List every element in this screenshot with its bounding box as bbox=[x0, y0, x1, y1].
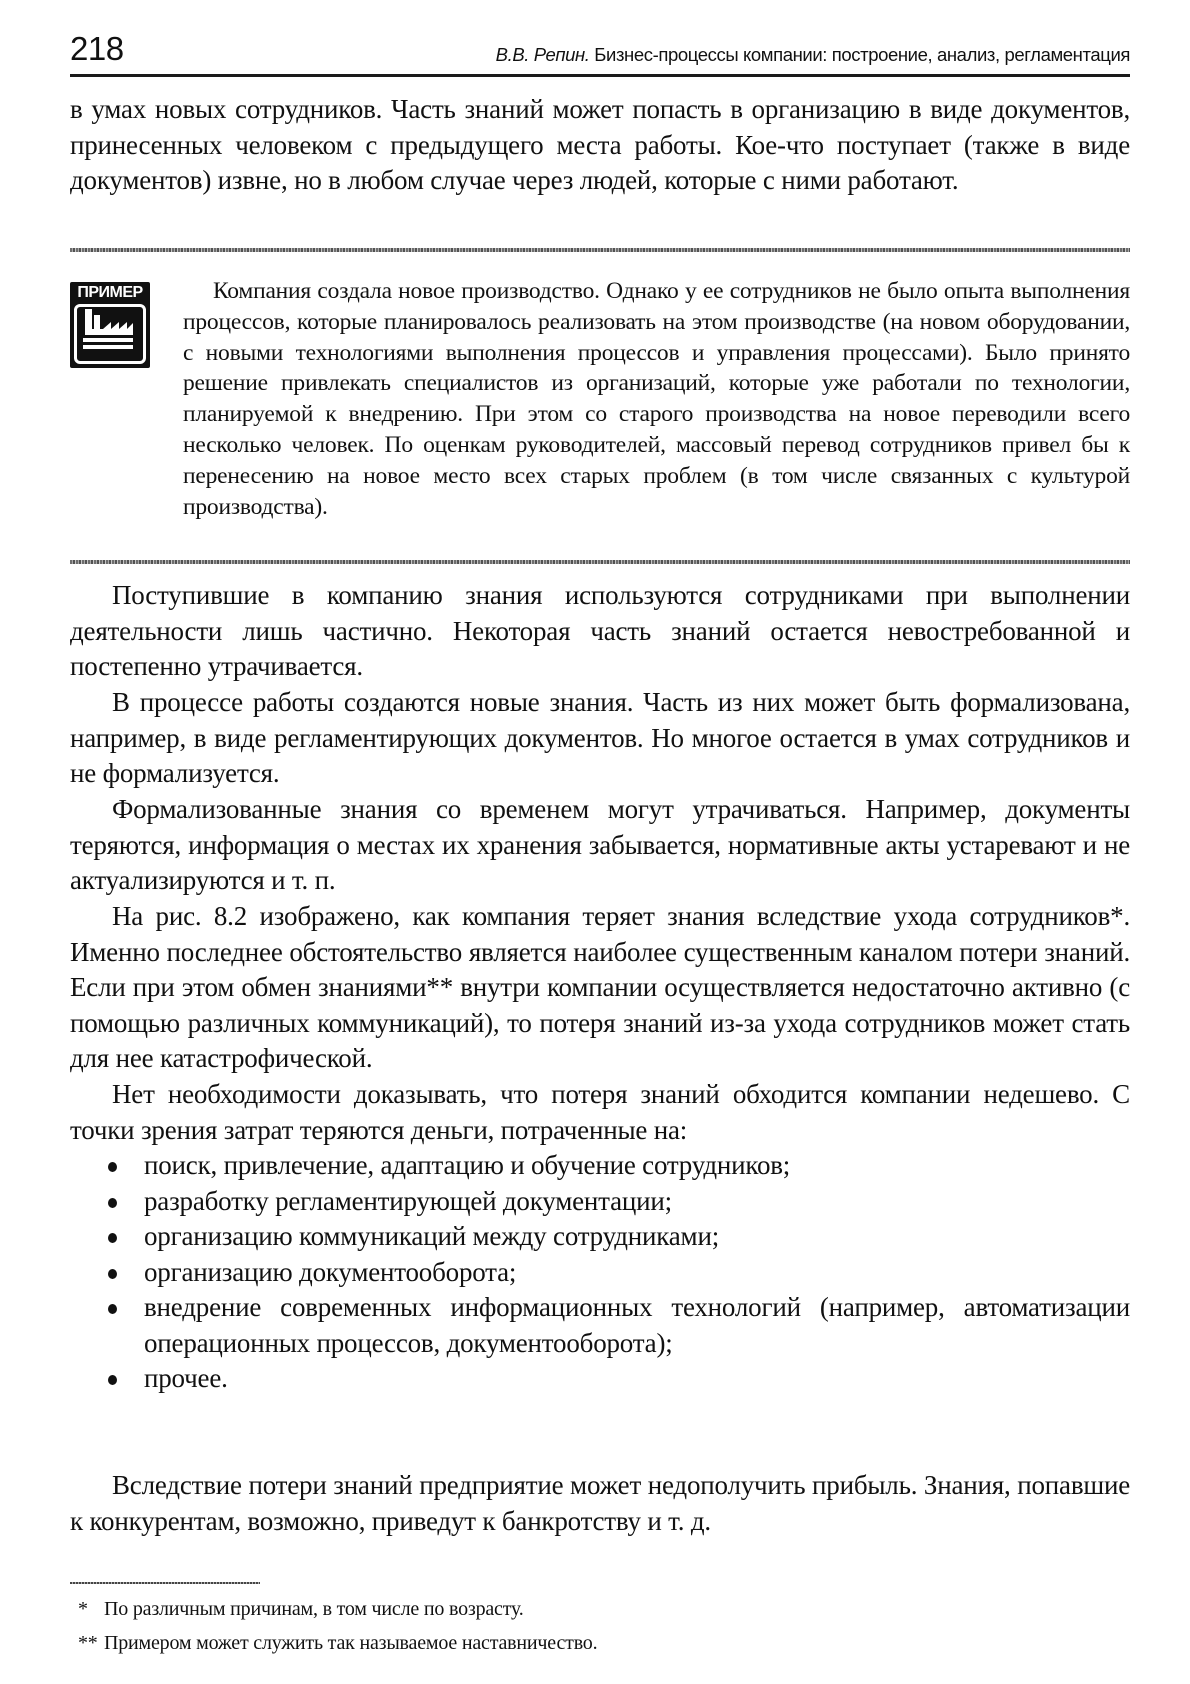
bullet-icon bbox=[108, 1375, 117, 1385]
example-badge-label: ПРИМЕР bbox=[77, 284, 143, 301]
bullet-icon bbox=[108, 1304, 117, 1314]
list-item: прочее. bbox=[70, 1361, 1130, 1397]
list-item: внедрение современных информационных технологий (например, автоматизации операционных процессов, документооборота); bbox=[70, 1290, 1130, 1361]
footnote-text: По различным причинам, в том числе по возрасту. bbox=[104, 1598, 524, 1620]
footnote-mark: ** bbox=[78, 1632, 98, 1654]
example-badge bbox=[70, 282, 150, 368]
running-head bbox=[496, 44, 1130, 66]
list-item: разработку регламентирующей документации; bbox=[70, 1184, 1130, 1220]
list-item: организацию коммуникаций между сотрудниками; bbox=[70, 1219, 1130, 1255]
paragraph: В процессе работы создаются новые знания. Часть из них может быть формализована, например, в виде регламентирующих документов. Но многое остается в умах сотрудников и не формализуется. bbox=[70, 687, 1130, 788]
bullet-icon bbox=[108, 1233, 117, 1243]
page-header bbox=[70, 30, 1130, 77]
paragraph-continuation: в умах новых сотрудников. Часть знаний может попасть в организацию в виде документов, принесенных человеком с предыдущего места работы. Кое-что поступает (также в виде документов) извне, но в любом случае через людей, которые с ними работают. bbox=[70, 94, 1130, 195]
footnote-separator bbox=[70, 1582, 260, 1584]
paragraph: Нет необходимости доказывать, что потеря знаний обходится компании недешево. С точки зрения затрат теряются деньги, потраченные на: bbox=[70, 1079, 1130, 1145]
bullet-icon bbox=[108, 1198, 117, 1208]
example-bottom-rule bbox=[70, 560, 1130, 564]
bullet-icon bbox=[108, 1269, 117, 1279]
paragraph: На рис. 8.2 изображено, как компания теряет знания вследствие ухода сотрудников*. Именно последнее обстоятельство является наиболее существенным каналом потери знаний. Если при этом обмен знаниями** внутри компании осуществляется недостаточно активно (с помощью различных коммуникаций), то потеря знаний из-за ухода сотрудников может стать для нее катастрофической. bbox=[70, 901, 1130, 1073]
footnote bbox=[78, 1598, 524, 1621]
cost-list bbox=[70, 1148, 1130, 1397]
paragraph: Поступившие в компанию знания используются сотрудниками при выполнении деятельности лишь частично. Некоторая часть знаний остается невостребованной и постепенно утрачивается. bbox=[70, 580, 1130, 681]
paragraph: Формализованные знания со временем могут утрачиваться. Например, документы теряются, информация о местах их хранения забывается, нормативные акты устаревают и не актуализируются и т. п. bbox=[70, 794, 1130, 895]
list-item: поиск, привлечение, адаптацию и обучение сотрудников; bbox=[70, 1148, 1130, 1184]
list-item: организацию документооборота; bbox=[70, 1255, 1130, 1291]
footnote bbox=[78, 1632, 597, 1655]
factory-icon bbox=[74, 304, 146, 364]
bullet-icon bbox=[108, 1162, 117, 1172]
example-text: Компания создала новое производство. Однако у ее сотрудников не было опыта выполнения процессов, которые планировалось реализовать на этом производстве (на новом оборудовании, с новыми технологиями выполнения процессов и управления процессами). Было принято решение привлекать специалистов из организаций, которые уже работали по технологии, планируемой к внедрению. При этом со старого производства на новое переводили всего несколько человек. По оценкам руководителей, массовый перевод сотрудников привел бы к перенесению на новое место всех старых проблем (в том числе связанных с культурой производства). bbox=[183, 278, 1130, 520]
page-number: 218 bbox=[70, 30, 124, 67]
paragraph: Вследствие потери знаний предприятие может недополучить прибыль. Знания, попавшие к конкурентам, возможно, приведут к банкротству и т. д. bbox=[70, 1470, 1130, 1536]
example-top-rule bbox=[70, 248, 1130, 252]
running-head-title: Бизнес-процессы компании: построение, анализ, регламентация bbox=[589, 44, 1130, 65]
footnote-mark: * bbox=[78, 1598, 88, 1620]
footnote-text: Примером может служить так называемое наставничество. bbox=[104, 1632, 598, 1654]
running-head-author: В.В. Репин. bbox=[495, 44, 590, 65]
